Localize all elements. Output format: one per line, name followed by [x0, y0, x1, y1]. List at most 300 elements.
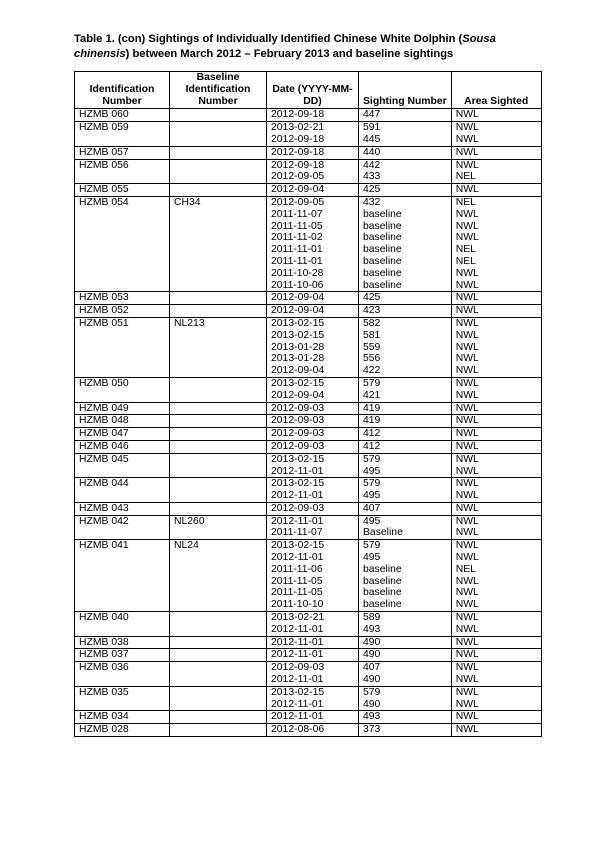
sighting-number-line: 490 — [363, 698, 381, 710]
date-line: 2013-02-15 — [271, 478, 325, 490]
sighting-number-line: 425 — [363, 292, 381, 304]
date-line: 2012-11-01 — [271, 490, 324, 502]
area-line: NWL — [455, 133, 479, 145]
table-row — [75, 109, 542, 122]
date-cell — [267, 724, 359, 737]
sighting-number-line: 432 — [363, 196, 381, 208]
area-sighted-cell — [451, 415, 541, 428]
sighting-number-line: 412 — [363, 440, 381, 452]
date-line: 2013-02-15 — [271, 377, 325, 389]
sighting-number-cell — [359, 292, 452, 305]
area-line: NWL — [455, 365, 479, 377]
baseline-id-cell — [170, 502, 267, 515]
date-line: 2012-09-03 — [271, 662, 325, 674]
sighting-number-line: 579 — [363, 686, 381, 698]
identification-number-cell: HZMB 055 — [75, 184, 170, 197]
identification-number-cell: HZMB 028 — [75, 724, 170, 737]
area-sighted-cell — [451, 711, 541, 724]
area-line: NWL — [455, 428, 479, 440]
header-baseline-identification-number: Baseline Identification Number — [170, 72, 267, 109]
sighting-number-cell — [359, 402, 452, 415]
table-row — [75, 292, 542, 305]
date-cell — [267, 159, 359, 184]
area-line: NWL — [455, 377, 479, 389]
area-sighted-cell — [451, 649, 541, 662]
identification-number-cell: HZMB 038 — [75, 636, 170, 649]
table-row — [75, 428, 542, 441]
date-line: 2013-01-28 — [271, 341, 325, 353]
sighting-number-line: 423 — [363, 305, 381, 317]
area-line: NWL — [455, 279, 479, 291]
area-sighted-cell — [451, 540, 541, 612]
area-line: NWL — [455, 724, 479, 736]
sighting-number-line: 445 — [363, 133, 381, 145]
date-cell — [267, 196, 359, 291]
identification-number-cell: HZMB 053 — [75, 292, 170, 305]
area-line: NWL — [455, 159, 479, 171]
area-line: NWL — [455, 184, 479, 196]
identification-number-cell: HZMB 047 — [75, 428, 170, 441]
baseline-id-cell: NL260 — [170, 515, 267, 540]
date-line: 2012-09-04 — [271, 292, 325, 304]
sighting-number-line: 581 — [363, 329, 381, 341]
sighting-number-line: 490 — [363, 649, 381, 661]
identification-number-cell: HZMB 054 — [75, 196, 170, 291]
area-sighted-cell — [451, 502, 541, 515]
sighting-number-line: 442 — [363, 159, 381, 171]
baseline-id-cell — [170, 402, 267, 415]
date-cell — [267, 636, 359, 649]
baseline-id-cell — [170, 440, 267, 453]
date-cell — [267, 440, 359, 453]
baseline-id-cell: NL24 — [170, 540, 267, 612]
baseline-id-cell — [170, 292, 267, 305]
area-line: NWL — [455, 575, 479, 587]
sighting-number-cell — [359, 478, 452, 503]
area-sighted-cell — [451, 515, 541, 540]
sighting-number-line: 559 — [363, 341, 381, 353]
sighting-number-cell — [359, 196, 452, 291]
area-line: NWL — [455, 402, 479, 414]
sighting-number-cell — [359, 636, 452, 649]
date-line: 2013-02-15 — [271, 686, 325, 698]
date-cell — [267, 428, 359, 441]
area-line: NWL — [455, 317, 479, 329]
area-line: NWL — [455, 208, 479, 220]
area-sighted-cell — [451, 453, 541, 478]
baseline-id-cell — [170, 428, 267, 441]
header-date: Date (YYYY-MM-DD) — [267, 72, 359, 109]
area-line: NWL — [455, 353, 479, 365]
area-line: NWL — [455, 453, 479, 465]
sighting-number-cell — [359, 109, 452, 122]
baseline-id-cell — [170, 649, 267, 662]
date-line: 2013-02-15 — [271, 540, 325, 552]
table-row — [75, 402, 542, 415]
area-line: NWL — [455, 122, 479, 134]
baseline-id-cell — [170, 724, 267, 737]
date-line: 2013-02-15 — [271, 453, 325, 465]
date-line: 2012-11-01 — [271, 674, 324, 686]
sighting-number-line: baseline — [363, 563, 402, 575]
identification-number-cell: HZMB 045 — [75, 453, 170, 478]
area-line: NEL — [455, 171, 476, 183]
date-line: 2011-11-07 — [271, 208, 323, 220]
date-line: 2012-11-01 — [271, 636, 324, 648]
header-area-sighted: Area Sighted — [451, 72, 541, 109]
baseline-id-cell: CH34 — [170, 196, 267, 291]
area-line: NWL — [455, 674, 479, 686]
date-line: 2012-11-01 — [271, 649, 324, 661]
date-line: 2012-09-04 — [271, 184, 325, 196]
area-line: NWL — [455, 623, 479, 635]
area-line: NWL — [455, 341, 479, 353]
table-row — [75, 122, 542, 147]
sighting-number-line: 495 — [363, 515, 381, 527]
identification-number-cell: HZMB 044 — [75, 478, 170, 503]
table-row — [75, 377, 542, 402]
identification-number-cell: HZMB 046 — [75, 440, 170, 453]
area-sighted-cell — [451, 724, 541, 737]
identification-number-cell: HZMB 035 — [75, 686, 170, 711]
area-line: NWL — [455, 292, 479, 304]
area-line: NEL — [455, 196, 476, 208]
sighting-number-cell — [359, 122, 452, 147]
date-cell — [267, 453, 359, 478]
sighting-number-line: baseline — [363, 255, 402, 267]
date-line: 2012-09-18 — [271, 109, 325, 121]
identification-number-cell: HZMB 041 — [75, 540, 170, 612]
table-row — [75, 317, 542, 377]
sighting-number-line: 421 — [363, 389, 381, 401]
sighting-number-line: 495 — [363, 490, 381, 502]
sighting-number-line: 407 — [363, 662, 381, 674]
date-cell — [267, 109, 359, 122]
date-line: 2012-09-04 — [271, 305, 325, 317]
date-cell — [267, 478, 359, 503]
date-line: 2012-11-01 — [271, 711, 324, 723]
sighting-number-cell — [359, 686, 452, 711]
sighting-number-line: baseline — [363, 208, 402, 220]
date-line: 2013-02-21 — [271, 612, 325, 624]
date-cell — [267, 612, 359, 637]
date-line: 2011-11-01 — [271, 244, 323, 256]
area-sighted-cell — [451, 402, 541, 415]
identification-number-cell: HZMB 036 — [75, 662, 170, 687]
date-cell — [267, 686, 359, 711]
table-row — [75, 478, 542, 503]
sighting-number-cell — [359, 184, 452, 197]
area-line: NEL — [455, 244, 476, 256]
table-row — [75, 540, 542, 612]
date-line: 2012-09-04 — [271, 389, 325, 401]
sighting-number-line: 493 — [363, 711, 381, 723]
sighting-number-line: baseline — [363, 232, 402, 244]
date-line: 2011-11-02 — [271, 232, 323, 244]
date-cell — [267, 305, 359, 318]
date-line: 2011-11-07 — [271, 527, 323, 539]
date-line: 2012-09-03 — [271, 415, 325, 427]
area-sighted-cell — [451, 305, 541, 318]
baseline-id-cell — [170, 109, 267, 122]
area-line: NWL — [455, 662, 479, 674]
area-sighted-cell — [451, 159, 541, 184]
area-line: NWL — [455, 146, 479, 158]
date-line: 2012-09-03 — [271, 402, 325, 414]
date-line: 2013-02-15 — [271, 329, 325, 341]
date-line: 2011-11-01 — [271, 255, 323, 267]
date-cell — [267, 662, 359, 687]
sighting-number-line: baseline — [363, 575, 402, 587]
date-line: 2012-09-05 — [271, 196, 325, 208]
area-line: NWL — [455, 329, 479, 341]
sighting-number-cell — [359, 649, 452, 662]
sighting-number-cell — [359, 612, 452, 637]
sighting-number-line: 579 — [363, 540, 381, 552]
date-cell — [267, 502, 359, 515]
sighting-number-line: 433 — [363, 171, 381, 183]
date-line: 2012-09-05 — [271, 171, 325, 183]
area-sighted-cell — [451, 428, 541, 441]
header-sighting-number: Sighting Number — [359, 72, 452, 109]
area-line: NWL — [455, 527, 479, 539]
date-cell — [267, 317, 359, 377]
baseline-id-cell — [170, 305, 267, 318]
baseline-id-cell — [170, 453, 267, 478]
identification-number-cell: HZMB 034 — [75, 711, 170, 724]
area-line: NEL — [455, 255, 476, 267]
sighting-number-line: baseline — [363, 587, 402, 599]
date-line: 2011-10-28 — [271, 267, 324, 279]
sighting-number-line: baseline — [363, 279, 402, 291]
sighting-number-line: 419 — [363, 415, 381, 427]
area-line: NWL — [455, 109, 479, 121]
sighting-number-line: 425 — [363, 184, 381, 196]
table-row — [75, 724, 542, 737]
date-line: 2011-11-06 — [271, 563, 323, 575]
baseline-id-cell — [170, 478, 267, 503]
sighting-number-line: baseline — [363, 244, 402, 256]
area-line: NWL — [455, 612, 479, 624]
date-cell — [267, 402, 359, 415]
baseline-id-cell: NL213 — [170, 317, 267, 377]
identification-number-cell: HZMB 050 — [75, 377, 170, 402]
identification-number-cell: HZMB 049 — [75, 402, 170, 415]
table-body — [75, 109, 542, 737]
date-line: 2012-09-03 — [271, 440, 325, 452]
sighting-number-cell — [359, 428, 452, 441]
date-cell — [267, 292, 359, 305]
sighting-number-line: 579 — [363, 377, 381, 389]
area-sighted-cell — [451, 292, 541, 305]
sighting-number-cell — [359, 317, 452, 377]
baseline-id-cell — [170, 711, 267, 724]
table-row — [75, 612, 542, 637]
date-cell — [267, 711, 359, 724]
table-row — [75, 159, 542, 184]
sighting-number-line: 490 — [363, 636, 381, 648]
area-line: NWL — [455, 440, 479, 452]
sighting-number-line: 412 — [363, 428, 381, 440]
area-sighted-cell — [451, 317, 541, 377]
sighting-number-line: 407 — [363, 502, 381, 514]
area-sighted-cell — [451, 109, 541, 122]
area-line: NWL — [455, 490, 479, 502]
identification-number-cell: HZMB 043 — [75, 502, 170, 515]
baseline-id-cell — [170, 415, 267, 428]
table-row — [75, 711, 542, 724]
sightings-table — [74, 71, 542, 737]
table-row — [75, 305, 542, 318]
table-row — [75, 184, 542, 197]
sighting-number-line: 493 — [363, 623, 381, 635]
area-line: NWL — [455, 552, 479, 564]
area-line: NWL — [455, 698, 479, 710]
date-line: 2011-11-05 — [271, 575, 323, 587]
date-cell — [267, 649, 359, 662]
area-line: NWL — [455, 415, 479, 427]
area-sighted-cell — [451, 196, 541, 291]
sighting-number-line: 422 — [363, 365, 381, 377]
area-line: NWL — [455, 389, 479, 401]
table-row — [75, 515, 542, 540]
date-cell — [267, 377, 359, 402]
area-line: NWL — [455, 599, 479, 611]
sighting-number-line: 591 — [363, 122, 381, 134]
date-line: 2013-02-15 — [271, 317, 325, 329]
identification-number-cell: HZMB 060 — [75, 109, 170, 122]
area-sighted-cell — [451, 146, 541, 159]
identification-number-cell: HZMB 051 — [75, 317, 170, 377]
identification-number-cell: HZMB 052 — [75, 305, 170, 318]
area-line: NWL — [455, 220, 479, 232]
sighting-number-cell — [359, 502, 452, 515]
identification-number-cell: HZMB 056 — [75, 159, 170, 184]
area-line: NWL — [455, 502, 479, 514]
table-row — [75, 636, 542, 649]
sighting-number-cell — [359, 711, 452, 724]
date-cell — [267, 515, 359, 540]
date-line: 2012-11-01 — [271, 515, 324, 527]
date-line: 2011-10-10 — [271, 599, 324, 611]
table-row — [75, 649, 542, 662]
baseline-id-cell — [170, 159, 267, 184]
baseline-id-cell — [170, 686, 267, 711]
table-caption — [74, 32, 544, 61]
sighting-number-line: baseline — [363, 220, 402, 232]
area-line: NWL — [455, 478, 479, 490]
area-line: NWL — [455, 540, 479, 552]
date-cell — [267, 122, 359, 147]
sighting-number-line: 490 — [363, 674, 381, 686]
sighting-number-line: baseline — [363, 599, 402, 611]
sighting-number-line: 440 — [363, 146, 381, 158]
date-line: 2011-11-05 — [271, 587, 323, 599]
date-line: 2012-11-01 — [271, 623, 324, 635]
table-row — [75, 662, 542, 687]
table-row — [75, 146, 542, 159]
date-cell — [267, 540, 359, 612]
sighting-number-cell — [359, 377, 452, 402]
sighting-number-line: 419 — [363, 402, 381, 414]
sighting-number-line: 579 — [363, 478, 381, 490]
area-line: NWL — [455, 636, 479, 648]
sighting-number-line: 495 — [363, 552, 381, 564]
baseline-id-cell — [170, 146, 267, 159]
identification-number-cell: HZMB 040 — [75, 612, 170, 637]
baseline-id-cell — [170, 612, 267, 637]
baseline-id-cell — [170, 662, 267, 687]
baseline-id-cell — [170, 184, 267, 197]
identification-number-cell: HZMB 042 — [75, 515, 170, 540]
sighting-number-cell — [359, 146, 452, 159]
sighting-number-line: 556 — [363, 353, 381, 365]
sighting-number-line: Baseline — [363, 527, 403, 539]
date-line: 2011-11-05 — [271, 220, 323, 232]
area-line: NWL — [455, 465, 479, 477]
date-line: 2012-08-06 — [271, 724, 325, 736]
sighting-number-cell — [359, 724, 452, 737]
caption-suffix: ) between March 2012 – February 2013 and baseline sightings — [125, 47, 454, 60]
area-line: NWL — [455, 267, 479, 279]
sighting-number-cell — [359, 159, 452, 184]
sighting-number-cell — [359, 662, 452, 687]
sighting-number-cell — [359, 453, 452, 478]
date-line: 2012-09-03 — [271, 502, 325, 514]
identification-number-cell: HZMB 037 — [75, 649, 170, 662]
caption-prefix: Table 1. (con) Sightings of Individually Identified Chinese White Dolphin ( — [74, 33, 463, 45]
area-line: NWL — [455, 305, 479, 317]
table-row — [75, 453, 542, 478]
date-line: 2012-11-01 — [271, 552, 324, 564]
date-line: 2012-09-18 — [271, 159, 325, 171]
area-line: NWL — [455, 587, 479, 599]
area-sighted-cell — [451, 440, 541, 453]
sighting-number-line: 495 — [363, 465, 381, 477]
identification-number-cell: HZMB 057 — [75, 146, 170, 159]
date-cell — [267, 184, 359, 197]
area-sighted-cell — [451, 612, 541, 637]
sighting-number-cell — [359, 415, 452, 428]
date-line: 2013-02-21 — [271, 122, 325, 134]
table-row — [75, 502, 542, 515]
identification-number-cell: HZMB 048 — [75, 415, 170, 428]
area-sighted-cell — [451, 636, 541, 649]
sighting-number-cell — [359, 515, 452, 540]
date-line: 2012-09-18 — [271, 146, 325, 158]
date-line: 2012-09-18 — [271, 133, 325, 145]
baseline-id-cell — [170, 122, 267, 147]
date-line: 2012-09-03 — [271, 428, 325, 440]
area-line: NWL — [455, 686, 479, 698]
area-sighted-cell — [451, 662, 541, 687]
sighting-number-line: 589 — [363, 612, 381, 624]
date-cell — [267, 415, 359, 428]
caption-species: Sousa chinensis — [74, 33, 496, 60]
sighting-number-line: 373 — [363, 724, 381, 736]
date-line: 2012-11-01 — [271, 465, 324, 477]
baseline-id-cell — [170, 377, 267, 402]
date-line: 2011-10-06 — [271, 279, 324, 291]
sighting-number-line: baseline — [363, 267, 402, 279]
area-line: NWL — [455, 711, 479, 723]
area-line: NWL — [455, 515, 479, 527]
date-cell — [267, 146, 359, 159]
area-sighted-cell — [451, 184, 541, 197]
header-row — [75, 72, 542, 109]
header-identification-number: Identification Number — [75, 72, 170, 109]
area-sighted-cell — [451, 686, 541, 711]
